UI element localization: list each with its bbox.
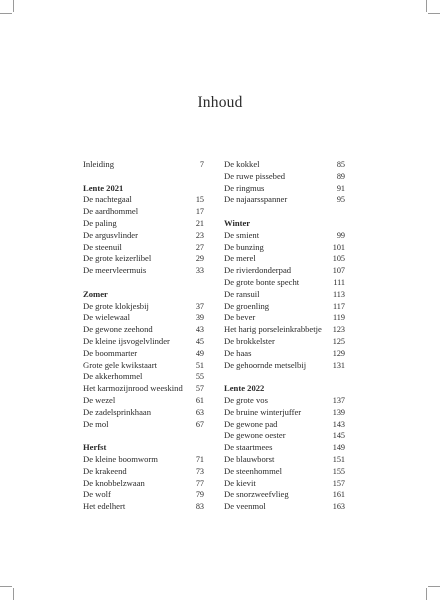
toc-entry <box>224 194 345 206</box>
toc-entry-page: 111 <box>333 277 345 287</box>
toc-entry-page: 15 <box>195 195 204 205</box>
section-heading: Lente 2021 <box>83 182 124 193</box>
crop-mark-bottom-left-h <box>0 586 12 587</box>
toc-entry <box>224 419 345 431</box>
toc-entry-page: 49 <box>195 348 204 358</box>
toc-entry <box>83 194 204 206</box>
toc-entry-label: De ruwe pissebed <box>224 170 286 181</box>
toc-entry <box>224 395 345 407</box>
toc-entry-label: De merel <box>224 253 256 264</box>
toc-entry-page: 83 <box>195 502 204 512</box>
toc-entry-page: 145 <box>332 431 345 441</box>
toc-entry <box>224 324 345 336</box>
section-spacer <box>224 371 345 383</box>
toc-entry-page: 143 <box>332 419 345 429</box>
toc-entry-label: De haas <box>224 347 252 358</box>
toc-entry <box>224 265 345 277</box>
toc-entry <box>224 301 345 313</box>
toc-entry <box>224 159 345 171</box>
toc-entry-label: De brokkelster <box>224 335 275 346</box>
toc-entry-label: De bruine winterjuffer <box>224 406 302 417</box>
toc-entry-page: 57 <box>195 384 204 394</box>
crop-mark-top-right-h <box>428 13 440 14</box>
toc-entry-page: 151 <box>332 454 345 464</box>
section-spacer <box>83 171 204 183</box>
toc-entry-page: 37 <box>195 301 204 311</box>
toc-entry-page: 63 <box>195 407 204 417</box>
toc-entry-page: 137 <box>332 395 345 405</box>
toc-entry-label: De meervleermuis <box>83 265 147 276</box>
toc-entry-label: Inleiding <box>83 159 115 169</box>
toc-entry-page: 119 <box>333 313 345 323</box>
toc-entry-page: 99 <box>336 230 345 240</box>
toc-entry <box>83 301 204 313</box>
toc-entry <box>83 395 204 407</box>
toc-left-column <box>83 159 204 513</box>
toc-entry-label: De krakeend <box>83 465 127 476</box>
toc-entry-page: 73 <box>195 466 204 476</box>
toc-entry-page: 17 <box>195 207 204 217</box>
toc-entry-page: 33 <box>195 266 204 276</box>
toc-entry-page: 155 <box>332 466 345 476</box>
toc-entry-label: De aardhommel <box>83 206 139 217</box>
toc-entry-label: De smient <box>224 229 260 240</box>
toc-entry <box>83 489 204 501</box>
toc-entry-page: 39 <box>195 313 204 323</box>
crop-mark-top-right-v <box>426 0 427 12</box>
toc-entry-label: De boommarter <box>83 347 138 358</box>
toc-entry-page: 55 <box>195 372 204 382</box>
section-heading: Herfst <box>83 442 107 453</box>
toc-entry-page: 77 <box>195 478 204 488</box>
toc-entry-page: 61 <box>195 395 204 405</box>
crop-mark-top-left-v <box>13 0 14 12</box>
toc-entry-label: De steenhommel <box>224 465 282 476</box>
toc-entry-page: 27 <box>195 242 204 252</box>
toc-entry-label: De grote keizerlibel <box>83 253 152 264</box>
toc-entry-page: 117 <box>333 301 345 311</box>
toc-entry <box>224 336 345 348</box>
toc-entry <box>83 312 204 324</box>
toc-entry <box>224 230 345 242</box>
toc-entry-label: De grote klokjesbij <box>83 300 149 311</box>
toc-entry-label: De gewone zeehond <box>83 324 153 335</box>
toc-entry <box>224 501 345 513</box>
section-spacer <box>83 277 204 289</box>
section-heading: Winter <box>224 217 251 228</box>
toc-entry <box>83 371 204 383</box>
toc-entry-label: De mol <box>83 418 109 429</box>
toc-entry-label: De bunzing <box>224 241 264 252</box>
toc-entry-page: 131 <box>332 360 345 370</box>
toc-entry <box>83 383 204 395</box>
toc-entry-label: De steenuil <box>83 241 122 252</box>
toc-entry <box>224 183 345 195</box>
toc-entry-page: 161 <box>332 490 345 500</box>
toc-entry-label: De staartmees <box>224 442 273 453</box>
toc-entry-label: Het harig porseleinkrabbetje <box>224 324 322 335</box>
toc-entry-label: De wolf <box>83 489 111 500</box>
toc-entry <box>224 360 345 372</box>
toc-entry-label: De ringmus <box>224 182 265 193</box>
toc-entry-label: De kokkel <box>224 159 260 169</box>
section-heading: Zomer <box>83 288 108 299</box>
toc-entry-page: 51 <box>195 360 204 370</box>
toc-entry <box>83 242 204 254</box>
toc-entry <box>224 454 345 466</box>
crop-mark-bottom-right-v <box>426 588 427 600</box>
toc-entry <box>224 489 345 501</box>
crop-mark-bottom-right-h <box>428 586 440 587</box>
toc-entry <box>83 454 204 466</box>
toc-entry <box>83 348 204 360</box>
toc-entry-page: 45 <box>195 336 204 346</box>
toc-entry-page: 123 <box>332 325 345 335</box>
toc-entry-label: De najaarsspanner <box>224 194 288 205</box>
toc-entry-page: 157 <box>332 478 345 488</box>
toc-entry <box>83 253 204 265</box>
toc-entry <box>224 289 345 301</box>
toc-entry <box>83 336 204 348</box>
toc-entry-page: 105 <box>332 254 345 264</box>
crop-mark-bottom-left-v <box>13 588 14 600</box>
toc-entry-page: 71 <box>195 454 204 464</box>
toc-entry-label: De knobbelzwaan <box>83 477 145 488</box>
toc-entry-label: De grote bonte specht <box>224 276 300 287</box>
toc-entry-label: De bever <box>224 312 256 323</box>
toc-entry-page: 101 <box>332 242 345 252</box>
toc-entry-label: De kievit <box>224 477 256 488</box>
toc-entry-page: 67 <box>195 419 204 429</box>
toc-entry <box>224 171 345 183</box>
toc-entry-label: De gewone oester <box>224 430 286 441</box>
toc-entry-label: Grote gele kwikstaart <box>83 359 157 370</box>
toc-right-column <box>224 159 345 513</box>
toc-entry <box>224 430 345 442</box>
page-title: Inhoud <box>197 94 243 111</box>
toc-entry-page: 129 <box>332 348 345 358</box>
toc-entry <box>83 407 204 419</box>
toc-entry <box>83 324 204 336</box>
toc-entry-page: 95 <box>336 195 345 205</box>
toc-entry-page: 107 <box>332 266 345 276</box>
toc-entry <box>83 230 204 242</box>
toc-entry-page: 91 <box>336 183 345 193</box>
toc-entry-label: De ransuil <box>224 288 260 299</box>
toc-entry-page: 7 <box>199 160 204 169</box>
section-spacer <box>224 206 345 218</box>
toc-entry-page: 163 <box>332 502 345 512</box>
toc-entry <box>224 466 345 478</box>
toc-entry-label: Het karmozijnrood weeskind <box>83 383 183 394</box>
toc-entry-label: De argusvlinder <box>83 229 138 240</box>
toc-entry <box>224 348 345 360</box>
toc-entry-label: De blauwborst <box>224 453 275 464</box>
toc-entry <box>83 206 204 218</box>
toc-entry-label: De wielewaal <box>83 312 131 323</box>
toc-entry <box>224 242 345 254</box>
toc-entry-page: 149 <box>332 443 345 453</box>
toc-entry-label: Het edelhert <box>83 501 126 512</box>
section-heading: Lente 2022 <box>224 383 265 394</box>
crop-mark-top-left-h <box>0 13 12 14</box>
toc-entry <box>83 265 204 277</box>
toc-entry-label: De kleine ijsvogelvlinder <box>83 335 170 346</box>
toc-entry <box>83 501 204 513</box>
toc-entry-label: De snorzweefvlieg <box>224 489 289 500</box>
toc-entry-label: De rivierdonderpad <box>224 265 292 276</box>
toc-entry-label: De zadelsprinkhaan <box>83 406 152 417</box>
toc-entry-page: 21 <box>195 218 204 228</box>
toc-entry <box>83 478 204 490</box>
toc-entry-page: 139 <box>332 407 345 417</box>
toc-entry-label: De grote vos <box>224 394 268 405</box>
toc-entry-page: 23 <box>195 230 204 240</box>
toc-entry <box>83 218 204 230</box>
toc-entry-label: De veenmol <box>224 501 266 512</box>
toc-entry-page: 29 <box>195 254 204 264</box>
toc-entry <box>224 277 345 289</box>
toc-entry <box>224 478 345 490</box>
toc-entry-label: De gewone pad <box>224 418 278 429</box>
toc-entry <box>224 407 345 419</box>
toc-entry-page: 89 <box>336 171 345 181</box>
toc-entry <box>224 312 345 324</box>
toc-entry-label: De akkerhommel <box>83 371 143 382</box>
toc-entry-label: De wezel <box>83 394 116 405</box>
toc-entry-page: 79 <box>195 490 204 500</box>
toc-entry-label: De kleine boomworm <box>83 453 158 464</box>
toc-entry <box>83 466 204 478</box>
toc-entry-page: 43 <box>195 325 204 335</box>
toc-entry-label: De nachtegaal <box>83 194 132 205</box>
toc-entry <box>83 360 204 372</box>
toc-entry-label: De groenling <box>224 300 270 311</box>
toc-entry <box>224 253 345 265</box>
toc-entry-page: 125 <box>332 336 345 346</box>
toc-entry <box>83 419 204 431</box>
toc-entry <box>224 442 345 454</box>
toc-entry-label: De paling <box>83 217 117 228</box>
toc-entry-label: De gehoornde metselbij <box>224 359 307 370</box>
toc-entry-page: 113 <box>333 289 345 299</box>
toc-entry-page: 85 <box>336 160 345 169</box>
section-spacer <box>83 430 204 442</box>
toc-entry <box>83 159 204 171</box>
